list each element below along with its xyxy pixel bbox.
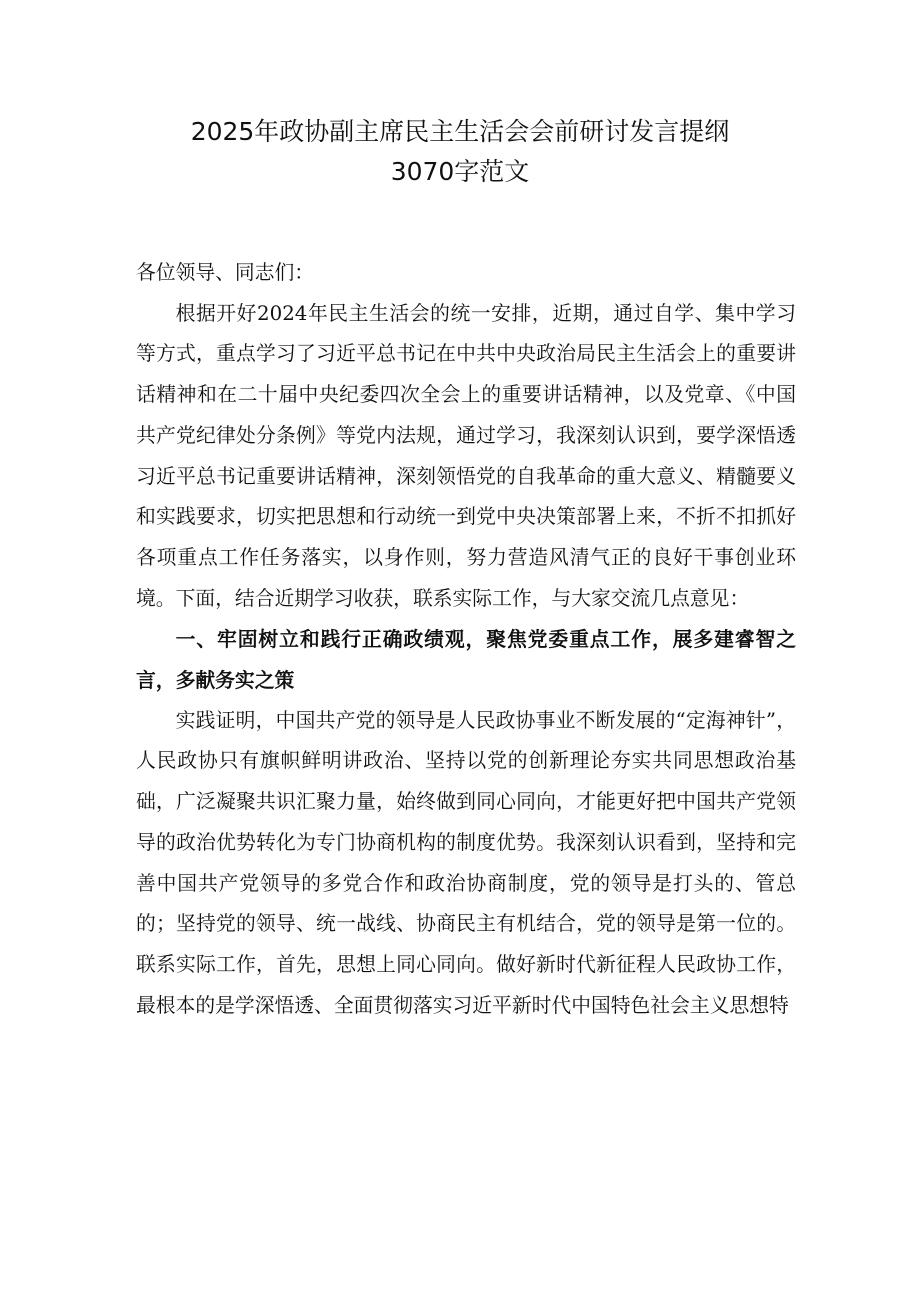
section-heading-1: 一、牢固树立和践行正确政绩观，聚焦党委重点工作，展多建睿智之言，多献务实之策 — [136, 627, 796, 693]
document-body — [136, 253, 796, 1026]
paragraph-section-1: 实践证明，中国共产党的领导是人民政协事业不断发展的“定海神针”，人民政协只有旗帜鲜明讲政治、坚持以党的创新理论夯实共同思想政治基础，广泛凝聚共识汇聚力量，始终做到同心同向，才能更好把中国共产党领导的政治优势转化为专门协商机构的制度优势。我深刻认识看到，坚持和完善中国共产党领导的多党合作和政治协商制度，党的领导是打头的、管总的；坚持党的领导、统一战线、协商民主有机结合，党的领导是第一位的。联系实际工作，首先，思想上同心同向。做好新时代新征程人民政协工作，最根本的是学深悟透、全面贯彻落实习近平新时代中国特色社会主义思想特 — [136, 708, 796, 1017]
title-line-1: 2025年政协副主席民主生活会会前研讨发言提纲 — [190, 117, 730, 146]
paragraph-intro: 根据开好2024年民主生活会的统一安排，近期，通过自学、集中学习等方式，重点学习了习近平总书记在中共中央政治局民主生活会上的重要讲话精神和在二十届中央纪委四次全会上的重要讲话精神，以及党章、《中国共产党纪律处分条例》等党内法规，通过学习，我深刻认识到，要学深悟透习近平总书记重要讲话精神，深刻领悟党的自我革命的重大意义、精髓要义和实践要求，切实把思想和行动统一到党中央决策部署上来，不折不扣抓好各项重点工作任务落实，以身作则，努力营造风清气正的良好干事创业环境。下面，结合近期学习收获，联系实际工作，与大家交流几点意见： — [136, 301, 796, 610]
salutation: 各位领导、同志们： — [136, 261, 315, 284]
document-title — [100, 112, 820, 192]
title-line-2: 3070字范文 — [390, 157, 530, 186]
